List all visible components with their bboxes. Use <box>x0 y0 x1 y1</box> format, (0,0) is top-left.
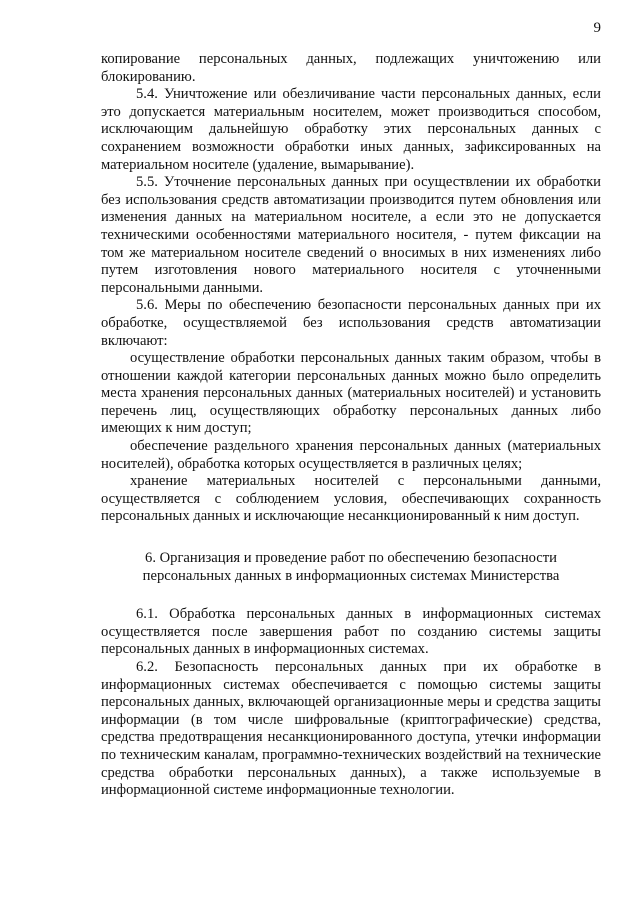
paragraph-6-1: 6.1. Обработка персональных данных в информационных системах осуществляется после завершения работ по созданию системы защиты персональных данных в информационных системах. <box>101 606 601 658</box>
list-item-measure-2: обеспечение раздельного хранения персональных данных (материальных носителей), обработка которых осуществляется в различных целях; <box>101 438 601 472</box>
paragraph-6-2: 6.2. Безопасность персональных данных при их обработке в информационных системах обеспечивается с помощью системы защиты персональных данных, включающей организационные меры и средства защиты информации (в том числе шифровальные (криптографические) средства, средства предотвращения несанкционированного доступа, утечки информации по техническим каналам, программно-технических воздействий на технические средства обработки персональных данных), а также используемые в информационной системе информационные технологии. <box>101 659 601 799</box>
page-number: 9 <box>593 20 601 36</box>
list-item-measure-3: хранение материальных носителей с персональными данными, осуществляется с соблюдением условия, обеспечивающих сохранность персональных данных и исключающие несанкционированный к ним доступ. <box>101 473 601 525</box>
section-6-heading: 6. Организация и проведение работ по обеспечению безопасности персональных данных в информационных системах Министерства <box>142 550 560 584</box>
list-item-measure-1: осуществление обработки персональных данных таким образом, чтобы в отношении каждой категории персональных данных можно было определить места хранения персональных данных (материальных носителей) и установить перечень лиц, осуществляющих обработку персональных данных либо имеющих к ним доступ; <box>101 350 601 437</box>
paragraph-continuation: копирование персональных данных, подлежащих уничтожению или блокированию. <box>101 51 601 85</box>
paragraph-5-4: 5.4. Уничтожение или обезличивание части персональных данных, если это допускается материальным носителем, может производиться способом, исключающим дальнейшую обработку этих персональных данных с сохранением возможности обработки иных данных, зафиксированных на материальном носителе (удаление, вымарывание). <box>101 86 601 173</box>
document-body <box>101 51 601 800</box>
paragraph-5-6: 5.6. Меры по обеспечению безопасности персональных данных при их обработке, осуществляемой без использования средств автоматизации включают: <box>101 297 601 349</box>
paragraph-5-5: 5.5. Уточнение персональных данных при осуществлении их обработки без использования средств автоматизации производится путем обновления или изменения данных на материальном носителе, а если это не допускается техническими особенностями материального носителя, - путем фиксации на том же материальном носителе сведений о вносимых в них изменениях либо путем изготовления нового материального носителя с уточненными персональными данными. <box>101 174 601 296</box>
